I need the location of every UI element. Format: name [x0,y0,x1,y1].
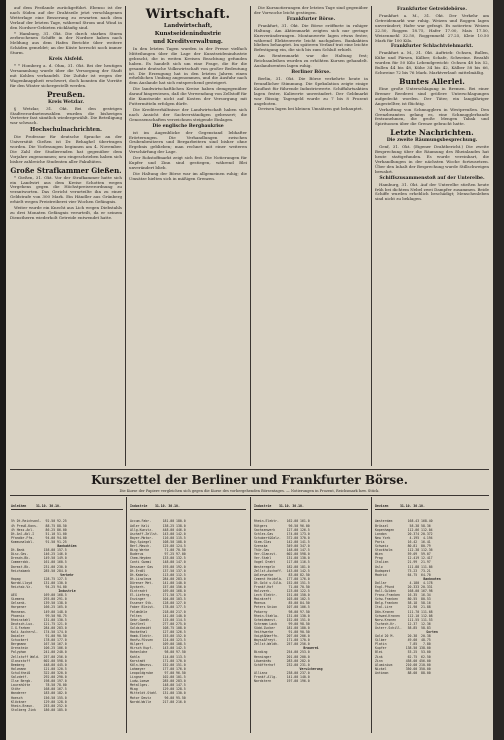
article-text: * Gießen, 31. Okt. Vor der Strafkammer hatte sich ein Landwirt aus dem Kreise Schotten wegen Vergehens gegen die Höchstpreisverordnung zu verantworten. Das Gericht verurteilte ihn zu einer Geldstrafe von 300 Mark. Ein Händler aus Grünberg erhielt wegen Preistreiberei vier Wochen Gefängnis. [10,174,122,205]
table-row: Laurahütte 78.50 78.00 [11,683,67,688]
table-row: Schubert&Salz. 372.00 370.0 [254,535,310,540]
table-rows [254,519,368,683]
table-row: Tschech.Kr. 12.37 12.36 [375,621,431,626]
newspaper-page [6,0,493,740]
article-text: Am Rentenmarkt war die Haltung fest; Reichsanleihen wurden zu erhöhten Kursen gehandelt. Auslandsrenten lagen ruhig. [254,53,368,69]
table-row: Allg.Kunstz. 448.00 446.0 [130,527,186,532]
column-divider [371,6,372,466]
table-row: Rheinstahl 131.00 130.5 [11,617,67,622]
table-row: Südd.Zucker 181.00 180.0 [254,625,310,630]
table-row: Allianz 238.00 237.0 [254,670,310,675]
section-subheading: Landwirtschaft, [163,23,213,29]
table-row: Disc.Ges. 146.25 146.0 [11,552,67,557]
table-row: Schwed.Kronen 112.10 112.08 [375,613,433,618]
kurs-table-3 [254,496,368,734]
table-row: Italien 21.99 21.97 [375,560,431,565]
table-row: Westeregeln 182.00 181.0 [254,564,310,569]
table-row: Adler Kali 138.25 138.0 [130,523,186,528]
table-row: Voigt&Haeffn. 207.00 206.0 [254,634,310,639]
table-row: Ilse Bergb. 198.00 197.0 [11,679,67,684]
column-divider [371,497,372,733]
table-row: Essener Stk. 128.00 127.0 [130,601,186,606]
table-row: Siem.Glas 142.00 141.5 [254,539,310,544]
table-row: I.G.Farben 284.00 283.0 [11,625,67,630]
table-row: Platin 7.85 7.80 [375,642,431,647]
table-row: Daimler 91.00 90.50 [11,634,67,639]
article-text: Der Rohstoffmarkt zeigt sich fest. Die Notierungen für Kupfer und Zinn sind gestiegen, während Blei unverändert blieb. [129,155,247,170]
table-row: Gelsenk. 139.50 138.0 [11,601,67,606]
table-row: Silber 49.00 48.75 [375,638,431,643]
table-row: Hilpert 109.00 108.5 [130,642,186,647]
article-text: Genf, 31. Okt. (Eigener Drahtbericht.) Die zweite Besprechung über die Räumung des Rheinlandes hat heute stattgefunden. Es wurde vereinbart, die Verhandlungen in der nächsten Woche fortzusetzen. Über den Inhalt der Besprechung wurde Stillschweigen bewahrt. [375,144,489,174]
table-row: Gesfürel 277.00 275.0 [130,621,186,626]
table-row: Engl.Pfund 20.333 20.331 [375,584,433,589]
section-heading: Preußen. [46,89,86,99]
column-1 [10,6,122,468]
table-row: Rhein.Braun. 253.00 252.0 [11,703,67,708]
section-subheading: und Kreditverwaltung. [153,39,223,45]
table-row: Leopoldgrube 97.00 96.50 [130,670,186,675]
table-row: Amsterdam 168.43 168.40 [375,519,433,524]
table-row: Wien 59.09 59.07 [375,552,431,557]
article-text: Die Kreditverhältnisse der Landwirtschaft haben sich nach Ansicht der Sachverständigen gebessert; die Genossenschaften verzeichnen steigende Einlagen. [129,106,247,122]
kurszettel-subtitle: Die Kurse der Papiere vergleichen sich gegen die Kurse des vorhergehenden Börsentages. — Notierungen in Prozent, Reichsmark bzw. Stück. [119,489,380,493]
table-row: Kommunalobl. 91.50 91.25 [11,539,67,544]
table-row: Aschaff.Zellst. 143.00 142.0 [130,531,186,536]
section-heading: Die englische Bergbaukrise [152,123,224,129]
table-row: Ver.Glanzst. 602.00 598.0 [254,552,310,557]
section-heading: Schiffszusammenstoß auf der Unterelbe. [379,175,485,181]
table-row: Lech Elektr. 151.00 150.0 [254,593,310,598]
table-row: Antimon 88.00 88.00 [375,670,431,675]
table-row: Zellst.Aschaff. 143.00 142.5 [254,568,310,573]
table-row: Harpener 166.25 165.0 [11,605,67,610]
table-row: Stockholm 112.38 112.36 [375,548,433,553]
table-row: Nordd.Wolle 217.00 216.0 [130,699,186,704]
table-row: Chem.Heyden 133.00 132.5 [130,556,186,561]
table-row: Gold 20 M. 20.38 20.38 [375,634,431,639]
section-heading: Große Strafkammer Gießen. [10,165,122,175]
article-text: Frankfurt a. M., 31. Okt. Der Verkehr am Getreidemarkt war ruhig. Weizen und Roggen lagen unverändert; Hafer war gefragt. Es notierten: Weizen 22.50, Roggen 18.75, Hafer 17.00, Mais 17.50, Weizenmehl 32.50, Roggenmehl 27.25, Kleie 10.50 Mark für 100 Kilo. [375,13,489,43]
table-header: Anleihen 31.10. 30.10. [11,504,123,510]
table-row: Mitteldt.Stahl 131.00 130.0 [130,691,186,696]
table-row: Dt.Kabelw. 113.00 112.5 [130,572,186,577]
table-row: Reichsbank 285.50 284.0 [11,568,67,573]
column-divider [126,497,127,733]
table-row: Sachsenwerk 127.00 126.5 [254,527,310,532]
column-divider [250,6,251,466]
column-2 [129,6,247,468]
table-row: Schöfferhof 232.00 231.0 [254,662,310,667]
table-row: Binding 254.00 253.0 [254,650,310,655]
table-row: Dt.Anl.Abl.I 51.10 51.00 [11,531,67,536]
table-section-label: Sorten [426,630,438,634]
table-header: Industrie 31.10. 30.10. [130,504,246,510]
table-row: Adlerwerke 83.00 82.50 [254,572,310,577]
table-row: Karstadt 171.00 170.0 [130,658,186,663]
article-text: Die Kursnotierungen der letzten Tage sind gegenüber der Vorwoche leicht gestiegen. [254,6,368,15]
table-row: Peters Union 107.00 106.5 [254,605,310,610]
section-heading: Buntes Allerlei. [399,76,465,86]
table-row: Buderus 97.25 97.00 [130,552,186,557]
table-row: Henninger 201.00 200.0 [254,654,310,659]
table-row: Belg.Franken 58.18 58.16 [375,601,431,606]
table-row: Conti Gummi 148.00 147.0 [130,560,186,565]
table-row: Dürener Met. 141.00 140.0 [130,580,186,585]
table-row: Dt.Gold u.Silb. 152.00 151.5 [254,580,310,585]
table-row: AEG 169.00 168.5 [11,593,67,598]
table-row: Ludw.Loewe 285.00 283.0 [130,679,186,684]
table-row: Rütgers 96.50 96.00 [254,523,310,528]
table-row: Nordstern 197.00 196.0 [254,679,310,684]
table-row: Prag 12.419 12.417 [375,556,433,561]
table-row: Schw.Franken 80.55 80.53 [375,597,431,602]
table-row: Rhein.Stahlw. 131.00 130.0 [254,613,310,618]
table-row: Stolberg Zink 186.00 185.0 [11,707,67,712]
table-row: Klöckner 129.00 128.0 [11,699,67,704]
table-row: Dän.Kronen 111.70 111.68 [375,609,433,614]
table-row: Gebr.Goedh. 115.00 114.5 [130,617,186,622]
table-row: Orenstein 106.25 106.0 [11,646,67,651]
table-row: Dessauer Gas 193.00 192.0 [130,564,186,569]
article-text: * * Homberg a. d. Ohm, 31. Okt. Bei der heutigen Versammlung wurde über die Versorgung der Stadt mit Kohlen verhandelt. Die Zufuhr ist wegen der Wagenknappheit erschwert, doch konnten die Vorräte für den Winter sichergestellt werden. [10,63,122,88]
table-row: Löwenbräu 283.00 282.0 [254,658,310,663]
article-text: Weiter wurde ein Knecht aus Lich wegen Diebstahls zu drei Monaten Gefängnis verurteilt, da er seinem Dienstherrn wiederholt Getreide entwendet hatte. [10,205,122,220]
table-row: Hirsch Kupf. 143.00 142.5 [130,646,186,651]
table-row: Siemens 293.00 291.0 [11,597,67,602]
section-subheading: Kreis Wetzlar. [47,99,85,105]
table-row: Lahmeyer 177.00 176.0 [130,666,186,671]
table-row: Vogel Draht 117.00 116.5 [254,560,310,565]
table-row: Dt.Bank 158.00 157.5 [11,548,67,553]
article-text: In den letzten Tagen wurden in der Presse vielfach Mitteilungen über die Lage der Kunstseidenindustrie gebracht, die in weiten Kreisen Beachtung gefunden haben. Es handelt sich um eine Frage, die für die gesamte deutsche Volkswirtschaft von großer Bedeutung ist. Die Erzeugung hat in den letzten Jahren einen erheblichen Umfang angenommen, und die Ausfuhr nach dem Auslande hat sich entsprechend gesteigert. [129,46,247,86]
table-rows [375,519,489,675]
article-text: § Wetzlar, 31. Okt. Bei den gestrigen Stadtverordnetenwahlen wurden die bisherigen Vertreter fast sämtlich wiedergewählt. Die Beteiligung war schwach. [10,105,122,126]
section-heading: Berliner Börse. [291,69,331,75]
table-row: Dollar 4.180 4.178 [375,580,433,585]
column-3 [254,6,368,468]
table-row: Schles.Gas 174.00 173.0 [254,531,310,536]
table-row: Scheideanst. 152.00 151.0 [254,617,310,622]
table-row: Hoesch 156.50 155.0 [11,695,67,700]
table-row: Svenska 349.00 347.0 [254,544,310,549]
table-row: Dt.Erdöl 137.50 137.0 [130,568,186,573]
kurs-table-2 [130,496,246,734]
table-row: Zink 62.75 62.50 [375,654,431,659]
table-row: Salzdetf. 292.00 290.0 [11,675,67,680]
table-row: Motor Deutz 96.00 95.50 [130,695,186,700]
section-subheading: Kunstseidenindustrie [154,31,222,37]
table-row: Holl.Gulden 168.00 167.98 [375,589,433,594]
article-text: Hamburg, 31. Okt. Auf der Unterelbe stießen heute früh bei dichtem Nebel zwei Dampfer zusammen. Beide Schiffe wurden erheblich beschädigt; Menschenleben sind nicht zu beklagen. [375,181,489,202]
table-row: Schultheiß 322.00 320.0 [11,670,67,675]
table-row: Mannesm. 149.00 148.0 [11,609,67,614]
article-text: ist im Augenblicke der Gegenstand lebhafter Erörterungen. Die Verhandlungen zwischen Grubenbesitzern und Bergarbeitern sind bisher ohne Ergebnis geblieben; man rechnet mit einer weiteren Verschärfung der Lage. [129,129,247,155]
table-row: Polyphon 241.00 240.0 [11,650,67,655]
table-row: Commerzbk. 161.00 160.5 [11,560,67,565]
table-row: Schramm Lack 99.00 98.50 [254,621,310,626]
table-row: Köln-Neuess. 152.00 151.0 [130,662,186,667]
table-row: New York 4.195 4.194 [375,535,433,540]
table-row: Ver.Stahl 131.00 130.0 [254,556,310,561]
table-row: Berl.Masch. 125.00 124.5 [130,544,186,549]
table-row: Glanzstoff 602.00 598.0 [11,658,67,663]
article-text: Frankfurt, 31. Okt. Die Börse eröffnete in ruhiger Haltung. Am Aktienmarkt zeigten sich nur geringe Kursveränderungen. Montanwerte lagen etwas fester, während Elektrowerte leicht nachgaben. Bankaktien blieben behauptet. Im späteren Verlauf trat eine leichte Befestigung ein, die sich bis zum Schluß erhielt. [254,22,368,53]
table-row: Holzmann 121.00 120.5 [11,666,67,671]
table-row: Veithwerke 91.00 90.50 [254,630,310,634]
section-heading: Wirtschaft. [145,7,231,22]
table-row: Stöhr 168.00 167.5 [11,687,67,692]
table-row: Phoenix 99.50 98.75 [11,613,67,618]
article-text: Die Haltung der Börse war im allgemeinen ruhig; die Umsätze hielten sich in mäßigen Grenzen. [129,170,247,181]
table-row: Hanfw.Füssen 124.00 123.5 [130,638,186,643]
table-header: Devisen 31.10. 30.10. [375,504,489,510]
table-row: Zinn 458.00 456.00 [375,658,431,663]
table-row: Pfandbr.Ffm. 94.00 94.00 [11,535,67,540]
table-row: 4% Preuß.Kons. 88.75 88.50 [11,523,67,528]
page-shadow-edge [493,0,504,740]
table-row: Bing Werke 71.00 70.50 [130,548,186,553]
table-row: Miag 129.00 128.5 [130,687,186,692]
table-row: Kahla 114.00 113.5 [130,654,186,659]
table-row: Wayss&Freyt. 171.00 170.0 [254,638,310,643]
table-row: Eintracht 169.00 168.0 [130,589,186,594]
article-text: auf dem Festlande zurückgeführt. Ebenso ist der nach Süden auf der Drahtseile jetzt verschlagenen Wetterlage eine Besserung zu erwarten nach dem Verlauf der letzten Tage, während Strom und Wind in den Nordsee-Gebieten rückläufig sind. [10,6,122,30]
table-rows [11,519,123,711]
table-row: Franz.Franken 16.35 16.34 [375,593,431,598]
table-row: Kali Aschersl. 174.50 174.0 [11,630,67,634]
article-text: Die landwirtschaftlichen Kreise haben demgegenüber darauf hingewiesen, daß die Verwendung von Zellstoff für die Kunstseide nicht auf Kosten der Versorgung mit Futtermitteln erfolgen dürfe. [129,86,247,106]
table-row: Schuckert 178.00 177.0 [11,638,67,643]
table-row: Darmst.Bk. 231.00 230.0 [11,564,67,569]
section-subheading: Die zweite Räumungsbesprechung. [386,138,478,144]
table-row: Paris 16.42 16.41 [375,539,431,544]
table-row: Madrid 64.75 64.70 [375,572,431,577]
table-section-label: Bankaktien [57,544,77,549]
table-row: Thür.Gas 148.00 147.5 [254,548,310,553]
kurs-table-1 [11,496,123,734]
kurs-table-4 [375,496,489,734]
table-row: Oslo 111.88 111.86 [375,564,433,569]
table-row: Ital.Lire 21.90 21.88 [375,605,431,610]
section-divider [10,469,489,470]
article-text: * Hamburg, 31. Okt. Die durch starken Sturm zerbrochenen Schiffe in der Nordsee haben nach Meldung aus dem Hafen Berichte über weitere Schäden gemeldet; an der Küste herrscht noch immer Sturm. [10,30,122,56]
column-4 [375,6,489,468]
table-row: Hackethal 127.00 126.5 [130,630,186,634]
table-row: Reichsb.Vz. 94.25 94.00 [11,584,67,589]
section-heading: Kreis Alsfeld. [48,57,84,63]
table-row: Wanderer 183.00 182.0 [11,691,67,696]
table-row: Kupfer 138.50 138.00 [375,646,431,651]
column-divider [125,6,126,466]
table-section-label: Versicherung [299,666,323,671]
table-row: Enzinger 104.00 103.5 [130,597,186,602]
table-row: Schweiz 80.81 80.79 [375,544,431,549]
table-row: Accum.Fabr. 181.00 180.0 [130,519,186,524]
table-section-label: Brauerei [303,646,319,651]
table-row: Frankf.Hof 71.00 70.50 [254,584,310,589]
table-row: Blei 53.25 53.00 [375,650,431,655]
table-row: Rhein.Elektr. 162.00 161.0 [254,519,310,524]
table-row: Nordd.Lloyd 131.00 130.0 [11,580,67,585]
table-row: Feldmühle 218.00 217.0 [130,609,186,614]
table-row: Bemberg 448.00 445.0 [11,662,67,667]
article-text: Die Professur für deutsche Sprache an der Universität Gießen ist Dr. Behaghel übertragen worden. Die Vorlesungen beginnen am 4. November. Die Zahl der Studierenden hat gegenüber dem Vorjahre zugenommen; neu eingeschrieben haben sich bisher zahlreiche Studenten aller Fakultäten. [10,134,122,164]
table-row: Budapest 73.23 73.21 [375,568,431,573]
article-text: Eine große Unterschlagung in Bremen. Bei einer Bremer Reederei sind größere Unterschlagungen aufgedeckt worden. Der Täter, ein langjähriger Angestellter, ist flüchtig. [375,85,489,106]
article-text: Berlin, 31. Okt. Die Börse verkehrte heute in freundlicher Stimmung. Die Spekulation zeigte einige Kauflust für führende Industriewerte. Schiffahrtsaktien lagen fester, Kaliwerte unverändert. Der Geldmarkt war flüssig; Tagesgeld wurde zu 7 bis 8 Prozent angeboten. [254,75,368,106]
table-row: Moenus 85.00 84.50 [254,601,310,606]
table-row: Frankf.Allg. 141.00 140.0 [254,675,310,680]
table-row: Österr.Schill. 58.85 58.83 [375,625,431,630]
table-row: Kopenhagen 112.06 112.04 [375,527,433,532]
table-row: Faber Bleist. 178.00 177.5 [130,605,186,610]
table-row: Dresdn.Bk. 149.50 149.0 [11,556,67,561]
table-row: Zellstoff Wald. 257.00 256.0 [11,654,67,659]
table-row: Zellst.Waldh. 257.00 256.0 [254,642,310,647]
section-heading: Frankfurter Schlachtviehmarkt. [390,44,474,50]
table-row: Holzverk. 123.00 122.5 [254,589,310,594]
table-row: El.Lieferg. 171.50 171.0 [130,593,186,598]
article-text: Devisen lagen bei kleinen Umsätzen gut behauptet. [258,106,363,112]
table-row: Bayer.Motor. 116.00 115.5 [130,535,186,540]
section-heading: Letzte Nachrichten. [390,128,474,138]
table-row: Nickel 350.00 350.00 [375,666,431,671]
table-row: 5% Dt.Reichsanl. 92.50 92.25 [11,519,67,524]
table-section-label: Verkehr [60,572,74,577]
table-section-label: Industrie [58,589,76,594]
section-heading: Frankfurter Getreidebörse. [397,7,467,12]
table-header: Industrie 31.10. 30.10. [254,504,368,510]
table-row: Metallges. 148.00 147.5 [130,683,186,688]
table-row: Hamb.Elektr. 153.00 152.0 [130,634,186,639]
table-row: Hapag 128.75 127.5 [11,576,67,581]
column-divider [250,497,251,733]
table-row: Hohenlohe 98.00 97.50 [130,650,186,655]
table-row: Goldschmidt 108.75 108.0 [130,625,186,630]
table-row: Dt.Linoleum 284.00 283.0 [130,576,186,581]
article-text: Verhaftung von Schmugglern in Westpreußen. Den Grenzbeamten gelang es, eine Schmugglerbande festzunehmen, die große Mengen Tabak und Spirituosen über die Grenze gebracht hatte. [375,106,489,127]
table-row: London 20.374 20.372 [375,531,433,536]
kurszettel-title: Kurszettel der Berliner und Frankfurter Börse. [91,473,408,487]
table-section-label: Banknoten [423,576,441,581]
section-heading: Hochschulnachrichten. [30,127,102,134]
table-row: Felten 141.00 140.0 [130,613,186,618]
table-row: Lingner 102.00 101.5 [130,675,186,680]
table-row: Aluminium 210.00 210.00 [375,662,431,667]
table-row: Bergmann 167.50 167.0 [11,642,67,647]
table-row: 4% Hess.Anl. 86.25 86.00 [11,527,67,532]
table-row: Mainkraft 103.00 102.5 [254,597,310,602]
table-row: Brüssel 58.38 58.36 [375,523,431,528]
article-text: Frankfurt a. M., 31. Okt. Auftrieb: Ochsen, Bullen, Kühe und Färsen, Kälber, Schafe, Schweine. Bezahlt wurden für 50 Kilo Lebendgewicht: Ochsen 48 bis 52, Bullen 44 bis 48, Kühe 34 bis 42, Kälber 58 bis 66, Schweine 72 bis 76 Mark. Marktverlauf: mittelmäßig. [375,50,489,76]
table-rows [130,519,246,703]
table-row: Cement Heidelb. 177.00 176.0 [254,576,310,581]
table-row: Norw.Kronen 111.55 111.53 [375,617,433,622]
table-row: Pokorny 98.00 97.50 [254,609,310,614]
table-row: Bay.Spiegel 108.50 108.0 [130,539,186,544]
table-row: Dyckerh. 157.00 156.0 [130,584,186,589]
table-row: Deutsch-Lux. 121.75 121.0 [11,621,67,626]
section-heading: Frankfurter Börse. [286,16,336,22]
